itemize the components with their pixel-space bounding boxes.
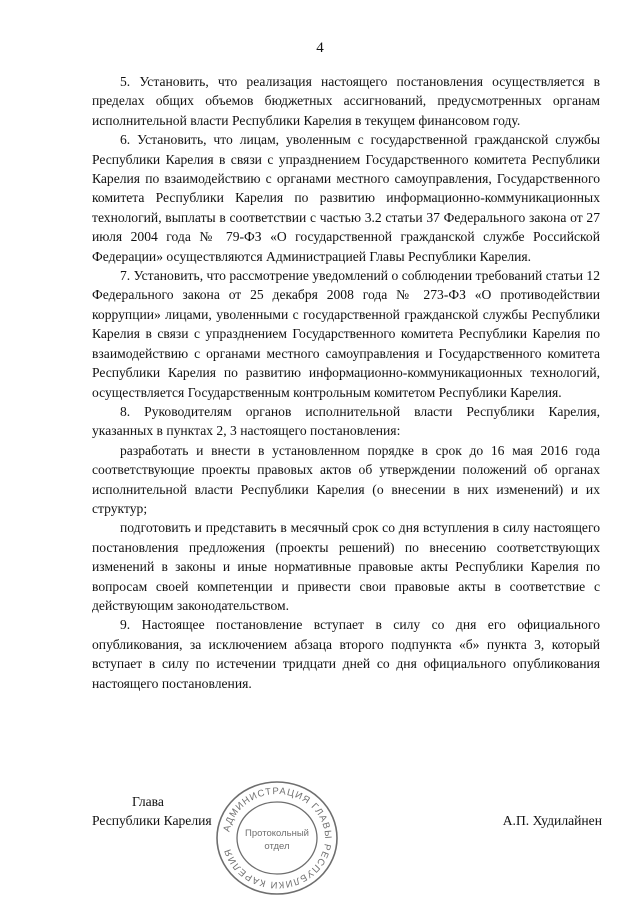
document-body — [92, 72, 600, 693]
official-stamp — [212, 778, 342, 898]
paragraph-8: 8. Руководителям органов исполнительной власти Республики Карелия, указанных в пунктах 2, 3 настоящего постановления: — [92, 403, 600, 439]
paragraph-7: 7. Установить, что рассмотрение уведомлений о соблюдении требований статьи 12 Федерального закона от 25 декабря 2008 года № 273-ФЗ «О противодействии коррупции» лицами, уволенными с государственной гражданской службы Республики Карелия в связи с упразднением Государственного комитета Республики Карелия по взаимодействию с органами местного самоуправления и Государственного комитета Республики Карелия по развитию информационно-коммуникационных технологий, осуществляется Государственным контрольным комитетом Республики Карелия. — [92, 268, 600, 400]
signature-title-line1: Глава — [132, 794, 164, 809]
page-number: 4 — [316, 40, 324, 56]
paragraph-6: 6. Установить, что лицам, уволенным с государственной гражданской службы Республики Карелия в связи с упразднением Государственного комитета Республики Карелия по взаимодействию с органами местного самоуправления, Государственного комитета Республики Карелия по развитию информационно-коммуникационных технологий, выплаты в соответствии с частью 3.2 статьи 37 Федерального закона от 27 июля 2004 года № 79-ФЗ «О государственной гражданской службе Российской Федерации» осуществляются Администрацией Главы Республики Карелия. — [92, 132, 600, 264]
paragraph-8-item-2: подготовить и представить в месячный срок со дня вступления в силу настоящего постановления предложения (проекты решений) по внесению соответствующих изменений в законы и иные нормативные правовые акты Республики Карелия по вопросам своей компетенции и привести свои правовые акты в соответствие с действующим законодательством. — [92, 520, 600, 613]
paragraph-5: 5. Установить, что реализация настоящего постановления осуществляется в пределах общих объемов бюджетных ассигнований, предусмотренных органам исполнительной власти Республики Карелия в текущем финансовом году. — [92, 74, 600, 128]
paragraph-9: 9. Настоящее постановление вступает в силу со дня его официального опубликования, за исключением абзаца второго подпункта «б» пункта 3, который вступает в силу по истечении тридцати дней со дня официального опубликования настоящего постановления. — [92, 617, 600, 691]
signature-title-line2: Республики Карелия — [92, 813, 212, 829]
signatory-name: А.П. Худилайнен — [502, 813, 602, 829]
signature-block — [92, 792, 602, 831]
stamp-center-line1: Протокольный — [245, 828, 309, 839]
stamp-center-line2: отдел — [264, 841, 290, 852]
stamp-ring-text: АДМИНИСТРАЦИЯ ГЛАВЫ РЕСПУБЛИКИ КАРЕЛИЯ — [221, 785, 334, 891]
paragraph-8-item-1: разработать и внести в установленном порядке в срок до 16 мая 2016 года соответствующие проекты правовых актов об утверждении положений об органах исполнительной власти Республики Карелия (о внесении в них изменений) и их структур; — [92, 442, 600, 516]
